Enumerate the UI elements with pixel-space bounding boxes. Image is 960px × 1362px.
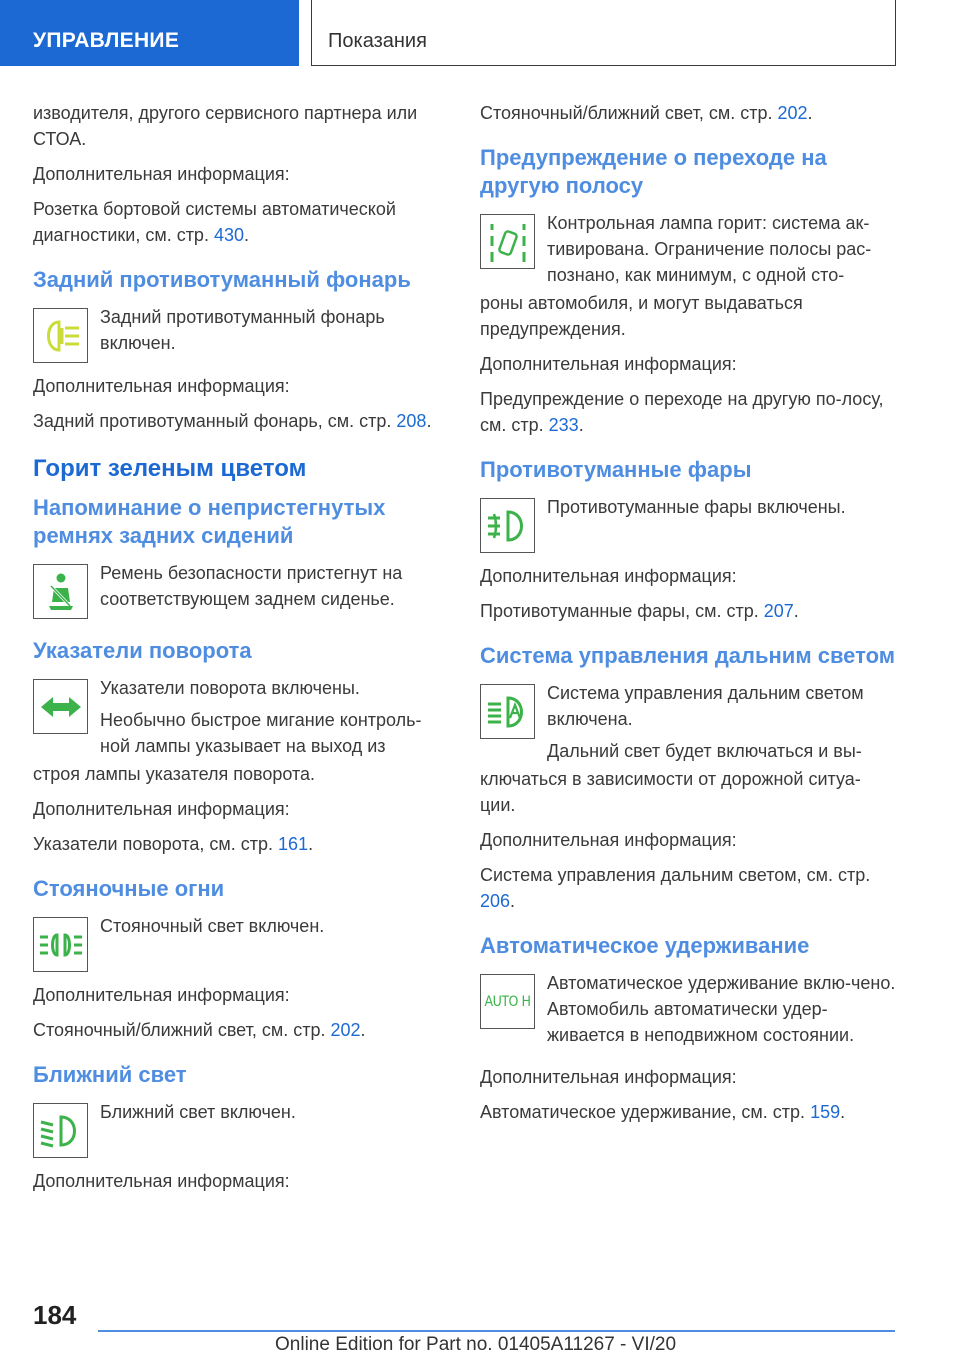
parking-lights-icon [33,917,88,972]
page-link[interactable]: 430 [213,225,245,245]
group-heading-green: Горит зеленым цветом [33,455,307,482]
auto-hold-item [480,970,896,1054]
item-description: Ремень безопасности пристегнут на соответствующем заднем сиденье. [100,563,403,609]
page-link[interactable]: 202 [777,103,808,123]
additional-info-label: Дополнительная информация: [33,376,290,396]
section-heading-auto-hold: Автоматическое удерживание [480,933,810,958]
section-heading-high-beam-assist: Система управления дальним светом [480,643,896,668]
footer-edition: Online Edition for Part no. 01405A11267 - VI/20 [275,1334,677,1355]
section-heading-belts: Напоминание о непристегнутых ремнях задних сидений [33,495,386,548]
low-beam-item [33,1099,443,1158]
right-column [480,100,896,1134]
lane-departure-icon [480,214,535,269]
chapter-title: Показания [311,0,896,66]
additional-info-label: Дополнительная информация: [480,830,737,850]
front-fog-light-icon [480,498,535,553]
rear-fog-item [33,304,443,363]
auto-hold-icon [480,974,535,1029]
item-description: Стояночный свет включен. [100,916,325,936]
high-beam-assist-icon [480,684,535,739]
item-description: Ближний свет включен. [100,1102,296,1122]
turn-signal-item [33,675,443,765]
seatbelt-icon [33,564,88,619]
rear-fog-light-icon [33,308,88,363]
page-link[interactable]: 208 [396,411,427,431]
rear-fog-reference: Задний противотуманный фонарь, см. стр. 208. [33,411,432,431]
footer-divider [98,1330,895,1332]
page-link[interactable]: 202 [330,1020,361,1040]
page-link[interactable]: 159 [810,1102,841,1122]
additional-info-label: Дополнительная информация: [480,354,737,374]
section-heading-low-beam: Ближний свет [33,1062,187,1087]
section-heading-parking: Стояночные огни [33,876,225,901]
page-link[interactable]: 161 [278,834,309,854]
additional-info-label: Дополнительная информация: [33,799,290,819]
page-link[interactable]: 206 [480,891,511,911]
auto-hold-icon-label: AUTO H [484,993,531,1010]
high-beam-assist-item [480,680,896,770]
additional-info-label: Дополнительная информация: [33,164,290,184]
additional-info-label: Дополнительная информация: [33,1171,290,1191]
page-header [0,0,960,66]
front-fog-item [480,494,896,553]
item-description-continued: роны автомобиля, и могут выдаваться предупреждения. [480,293,803,339]
lane-reference: Предупреждение о переходе на другую по-лосу, см. стр. 233. [480,389,884,435]
parking-lights-item [33,913,443,972]
item-description-continued: строя лампы указателя поворота. [33,764,316,784]
parking-reference: Стояночный/ближний свет, см. стр. 202. [33,1020,366,1040]
item-description: Контрольная лампа горит: система ак-тивирована. Ограничение полосы рас-познано, как минимум, с одной сто- [547,213,872,285]
item-description: Система управления дальним светом включена. [547,683,864,729]
obd-reference: Розетка бортовой системы автоматической диагностики, см. стр. 430. [33,199,396,245]
item-description: Автоматическое удерживание вклю-чено. Автомобиль автоматически удер-живается в неподвижном состоянии. [547,973,896,1045]
belt-reminder-item [33,560,443,619]
hba-reference: Система управления дальним светом, см. стр. 206. [480,865,871,911]
turn-reference: Указатели поворота, см. стр. 161. [33,834,314,854]
front-fog-reference: Противотуманные фары, см. стр. 207. [480,601,799,621]
low-beam-icon [33,1103,88,1158]
item-description-continued: ключаться в зависимости от дорожной ситуа-ции. [480,769,861,815]
auto-hold-reference: Автоматическое удерживание, см. стр. 159. [480,1102,846,1122]
page-number: 184 [33,1300,77,1330]
additional-info-label: Дополнительная информация: [480,1067,737,1087]
page-link[interactable]: 233 [548,415,579,435]
lane-warning-item [480,210,896,294]
section-heading-front-fog: Противотуманные фары [480,457,752,482]
item-description: Необычно быстрое мигание контроль-ной лампы указывает на выход из [100,710,422,756]
section-heading-rear-fog: Задний противотуманный фонарь [33,267,411,292]
item-description: Задний противотуманный фонарь включен. [100,307,385,353]
item-description: Дальний свет будет включаться и вы- [547,741,862,761]
turn-signal-arrows-icon [33,679,88,734]
page-link[interactable]: 207 [763,601,794,621]
item-description: Противотуманные фары включены. [547,497,846,517]
left-column [33,100,443,1203]
section-heading-lane: Предупреждение о переходе на другую полосу [480,145,827,198]
additional-info-label: Дополнительная информация: [480,566,737,586]
item-description: Указатели поворота включены. [100,678,360,698]
section-heading-turn: Указатели поворота [33,638,252,663]
additional-info-label: Дополнительная информация: [33,985,290,1005]
intro-text: изводителя, другого сервисного партнера или СТОА. [33,103,418,149]
continued-reference: Стояночный/ближний свет, см. стр. 202. [480,103,813,123]
section-tab: УПРАВЛЕНИЕ [0,0,299,66]
